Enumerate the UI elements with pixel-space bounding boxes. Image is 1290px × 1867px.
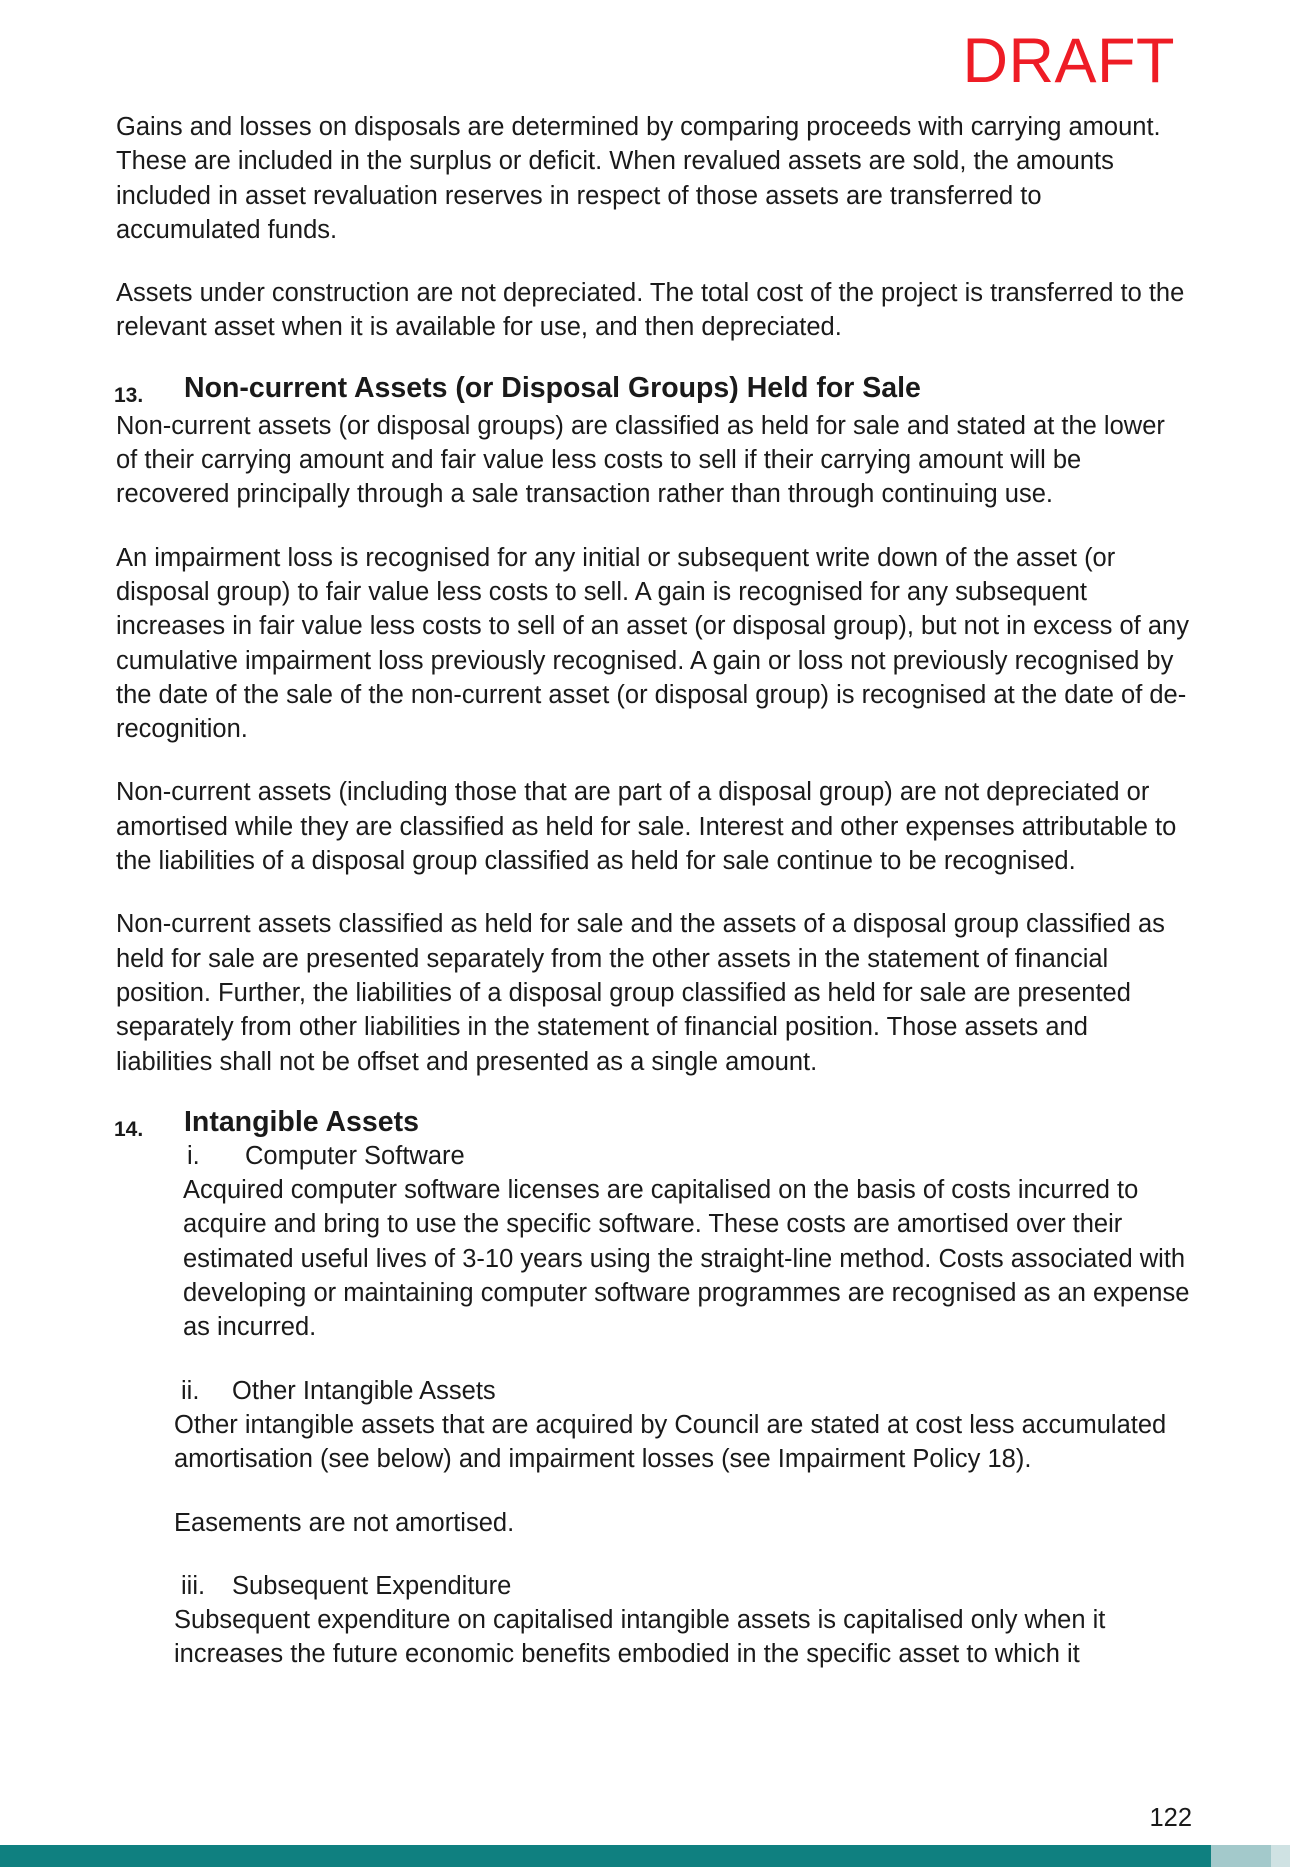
paragraph: Assets under construction are not depreciated. The total cost of the project is transferred to the relevant asset when it is available for use, and then depreciated.: [116, 279, 1185, 342]
subsection-title: Subsequent Expenditure: [232, 1571, 512, 1600]
subsection-title: Other Intangible Assets: [232, 1376, 496, 1405]
subsection-other-intangible-assets: [174, 1374, 1191, 1540]
section-13-heading: [116, 371, 1191, 409]
paragraph: An impairment loss is recognised for any initial or subsequent write down of the asset (or disposal group) to fair value less costs to sell. A gain is recognised for any subsequent increases in fair value less costs to sell of an asset (or disposal group), but not in excess of any cumulative impairment loss previously recognised. A gain or loss not previously recognised by the date of the sale of the non-current asset (or disposal group) is recognised at the date of de-recognition.: [116, 543, 1189, 744]
subsection-heading: [187, 1139, 1191, 1173]
page-number: 122: [1149, 1804, 1192, 1832]
paragraph: Acquired computer software licenses are capitalised on the basis of costs incurred to acquire and bring to use the specific software. These costs are amortised over their estimated useful lives of 3-10 years using the straight-line method. Costs associated with developing or maintaining computer software programmes are recognised as an expense as incurred.: [183, 1176, 1190, 1342]
subsection-subsequent-expenditure: [174, 1569, 1191, 1672]
section-number: 13.: [114, 383, 144, 407]
section-title: Intangible Assets: [184, 1105, 419, 1138]
section-title: Non-current Assets (or Disposal Groups) Held for Sale: [184, 371, 921, 404]
section-14-heading: [116, 1105, 1191, 1139]
subsection-computer-software: [183, 1139, 1191, 1345]
document-body: [116, 110, 1191, 1701]
footer-bar-accent: [1211, 1845, 1271, 1867]
paragraph: Non-current assets (including those that are part of a disposal group) are not depreciated or amortised while they are classified as held for sale. Interest and other expenses attributable to the liabilities of a disposal group classified as held for sale continue to be recognised.: [116, 778, 1177, 876]
footer-bar: [0, 1845, 1211, 1867]
subsection-heading: [181, 1374, 1191, 1408]
footer-bar-accent-light: [1271, 1845, 1290, 1867]
paragraph: Subsequent expenditure on capitalised intangible assets is capitalised only when it increases the future economic benefits embodied in the specific asset to which it: [174, 1606, 1106, 1669]
subsection-heading: [181, 1569, 1191, 1603]
draft-watermark: DRAFT: [962, 26, 1175, 96]
subsection-title: Computer Software: [245, 1141, 465, 1170]
paragraph: Easements are not amortised.: [174, 1508, 515, 1537]
paragraph: Other intangible assets that are acquired by Council are stated at cost less accumulated amortisation (see below) and impairment losses (see Impairment Policy 18).: [174, 1410, 1167, 1474]
roman-numeral: ii.: [181, 1376, 200, 1405]
paragraph: Non-current assets (or disposal groups) are classified as held for sale and stated at the lower of their carrying amount and fair value less costs to sell if their carrying amount will be recovered principally through a sale transaction rather than through continuing use.: [116, 411, 1165, 509]
paragraph: Gains and losses on disposals are determined by comparing proceeds with carrying amount. These are included in the surplus or deficit. When revalued assets are sold, the amounts included in asset revaluation reserves in respect of those assets are transferred to accumulated funds.: [116, 113, 1161, 244]
section-number: 14.: [114, 1117, 144, 1141]
roman-numeral: iii.: [181, 1571, 206, 1600]
roman-numeral: i.: [187, 1141, 200, 1170]
paragraph: Non-current assets classified as held for sale and the assets of a disposal group classified as held for sale are presented separately from the other assets in the statement of financial position. Further, the liabilities of a disposal group classified as held for sale are presented separately from other liabilities in the statement of financial position. Those assets and liabilities shall not be offset and presented as a single amount.: [116, 910, 1165, 1076]
